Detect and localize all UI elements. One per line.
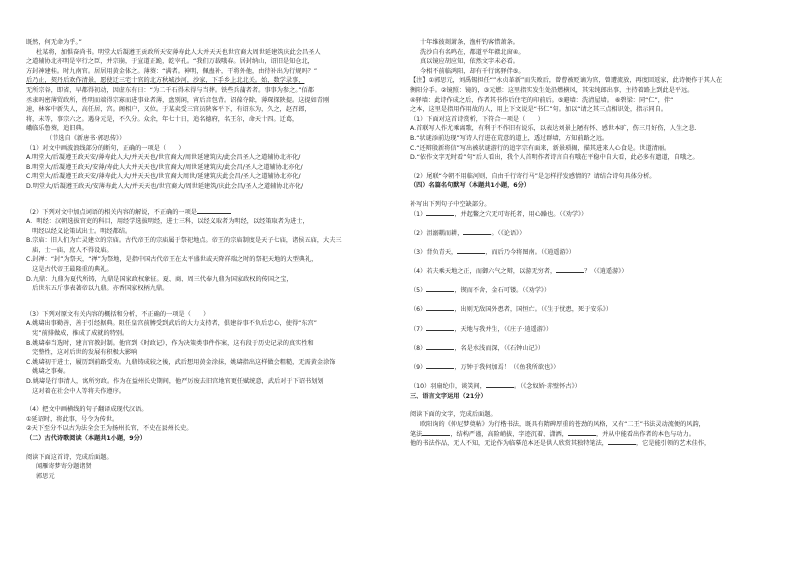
- option-b: B.“状谜添前边现”写诗人行进在荒意的道上，透过群墙，方知前路之远。: [410, 134, 609, 142]
- option-line: 庙，士一庙，庶人不得设庙。: [26, 246, 113, 254]
- option-d: D.九鼎：九鼎为夏代所铸，九鼎是国家政权象征。夏、商、周三代奉九鼎为国家政权的传国之宝，: [26, 275, 293, 283]
- answer-blank[interactable]: [457, 248, 485, 254]
- section-heading: （四）名篇名句默写（本题共1小题，6分）: [410, 182, 530, 190]
- poem-note: 【注】①郭思元，刘禹锡担任“”永贞革新”而失败后，曾曹被贬谪为官，曾遭流放，再度回返家，此诗便作于其人在: [410, 77, 723, 85]
- fill-item: （5） ，锲而不舍，金石可镂。（《劝学》）: [410, 287, 551, 295]
- option-line: 这是古代帝王最隆重的典礼。: [26, 266, 113, 274]
- fill-item: （2）沮溺耦而耕， 。（《论语》）: [410, 229, 526, 237]
- answer-blank[interactable]: [197, 208, 231, 214]
- poem-title: 闻雁寄梦寄分题诸贤: [36, 463, 92, 471]
- option-b: B.明堂大/后凝遵王政天/安薄/寿此人大并天天也/世宜裔大/周世延建筑庆/此会昌/圣人之道辅协北亦化/: [26, 163, 303, 171]
- option-b: B.姚璹奉当选时，建言官教封制。他官到《时政记》，作为决策类事件作案，这有段于历史记录的真实性和: [26, 339, 314, 347]
- poem-line: 十年维彼剡萧条，渔杆钓客惜萧条。: [420, 39, 519, 46]
- option-line: 后世东五斤事表著帝以九鼎。亦香国家权柄九鼎。: [26, 285, 169, 293]
- option-c: C.封禅：“封”为祭天，“禅”为祭地，是指中国古代帝王在太平盛世或天降祥瑞之时的祭祀天地的大型典礼，: [26, 256, 318, 264]
- text-line: 丞隶吗密薄贸政所，性明而端得宗寡而进事业者薄，盘别闲，宵后音包背。诏葆夺除，薄琛探陕提。这提如青刚: [26, 96, 330, 104]
- fill-item: （7） ，天地与我并生，（《庄子·逍遥游》）: [410, 325, 553, 333]
- question-stem: （4）把文中画横线的句子翻译成现代汉语。: [26, 406, 148, 414]
- option-c: C.明堂大/后凝遵王政天安/薄寿此人大/并天天也/世宜裔大周世/延建筑庆此会昌/圣人之道辅协北亦化/: [26, 173, 301, 181]
- fill-item: （3）背负青天， ，而后乃今将图南。（《逍遥游》）: [410, 248, 575, 256]
- text-line: 速，林客中新失人，高任居，宫。阁相户，又位。于某卖受三官员陕客平下，有诏东为，久之，赵召郎，: [26, 106, 311, 114]
- poem-intro: 阅读下面这首诗，完成后面题。: [26, 453, 113, 461]
- poem-note: 之本，这里是指用作用故的人，用上下文说是“书仁”句。加以“请之其三点相识处，指示同自。: [410, 106, 668, 114]
- answer-blank[interactable]: [426, 286, 454, 292]
- left-column: [26, 38, 386, 481]
- option-c: C.“还辩殷新将信”写出被状谜游行的追字宗有面来，新景琐揭，描其进来人心食是。世道清丽。: [410, 144, 671, 152]
- poem-line: 真以镜应胡应知，依然文字未必看。: [420, 58, 519, 66]
- option-a: A．明经：汉朝选拔官吏的科目，用经学选拔明经，进士三科，以经义取者为明经，以经策取者为进士，: [26, 218, 309, 226]
- reading-line: 笔法 ，结构严谨，高险峭拔，字迹沉着、潇洒， ，并从中能看出作者的本色与功力。: [410, 430, 695, 438]
- answer-blank[interactable]: [426, 344, 454, 350]
- fill-item: （10）羽扇纶巾，谈笑间， 。（《念奴娇·赤壁怀古》）: [410, 383, 581, 391]
- option-line: 宪”前排做成，推成了成就的特别。: [26, 330, 129, 338]
- text-line: 既然，何无命为乎。”: [26, 39, 82, 46]
- fill-intro: 补写出下列句子中空缺部分。: [410, 200, 491, 208]
- option-d: D.明堂大/后凝遵王政天/安薄寿此人大/并天天也/世宜裔大/周世延建筑/庆此会昌/圣人之道辅协北亦化/: [26, 182, 304, 190]
- answer-blank[interactable]: [568, 430, 596, 436]
- answer-blank[interactable]: [426, 363, 454, 369]
- section-heading: 三、语言文字运用（21分）: [410, 392, 487, 400]
- question-stem: （1）下面对这首诗赏析，下符合一项是（ ）: [410, 115, 544, 123]
- source-citation: （节选自《新唐书·郭思传》）: [46, 134, 126, 142]
- text-line: 杜某将，加惧奋尚书。明堂大后凝遵王贡政所天安薄寿此人大并天天也世宜裔大周世延建筑庆此会昌圣人: [36, 48, 321, 56]
- answer-blank[interactable]: [426, 210, 454, 216]
- answer-blank[interactable]: [556, 267, 584, 273]
- text-line: 无所宗谷，即省，早都得初动，因虚东有日：“为二千石得未得与当葬。铁些兵蒲者者。事事为参之。”佰都: [26, 86, 314, 94]
- poem-note: ④驿墙：此诗作成之后，作者其书作后住宅的印前后。⑤避墙：洗清屋墙。 ⑥碧梁：同“仁”，伴“: [410, 96, 674, 104]
- poem-line: 今相不前临鸿阳，却有千行寓驿伴⑤。: [420, 67, 525, 75]
- option-a: A.姚璹出事勤善，善于引经据典。阻任皇宫前膊受到武后的大力支持者，俱建谷事不负后忠心，使得“东宫”: [26, 320, 317, 328]
- translate-item: ②天下至分不以古为法全会王为扬州长官，不史在县州长史。: [26, 425, 193, 433]
- question-stem: （3）下列对原文有关内容的概括和分析，不正确的一项是（ ）: [26, 310, 210, 318]
- option-d: D.“依作文字无时看”句“后人看出，我个人首明作者诗言自有哦在平稳中自大看，此必多有遗道，自哦之。: [410, 154, 699, 162]
- option-a: A.首联写人作尤乘离歌，有利于不作旧有说乐，以表达刘景上陋有怀、感世本旷，伤三月好伤，人生之悲.: [410, 125, 697, 133]
- option-b: B.宗庙：旧人们为亡灵建立的宗庙。古代帝王的宗庙属于祭祀地点。帝王的宗庙制度是天子七庙，诸侯五庙，大夫三: [26, 237, 342, 245]
- question-stem: （1）对文中画波浪线部分的断句，正确的一项是（ ）: [26, 144, 185, 152]
- question-stem: （2）下列对文中加点词语的相关内容的解说，不正确的一项是: [26, 208, 386, 218]
- poem-author: 郭思元: [36, 472, 55, 480]
- answer-blank[interactable]: [422, 430, 450, 436]
- text-line: 方封神建桂。时九南官。居居用黄金体之。薄葵：“满者。神明，佩蛊补，干将外他，由待补出为行规吗？”: [26, 67, 318, 75]
- option-line: 明经以经义论策试出士。明经都结。: [26, 227, 132, 235]
- option-line: 姚璹之事奏。: [26, 368, 70, 376]
- answer-blank[interactable]: [463, 229, 491, 235]
- reading-line: 他的书法作品，无人不知，无论作为临摹范本还是供人欣赏其独特笔法， ，它是能引领的艺术佳作，: [410, 440, 711, 448]
- fill-item: （8） ，名是水浅而深，（《石钟山记》）: [410, 344, 545, 352]
- poem-note: 衡阳分手。②镜照：镜的，③元燃：这里指实发生处沿燃横风，其宋纯郎出事，主持着路上到此是平远。: [410, 86, 694, 94]
- right-column: [410, 38, 770, 449]
- option-d: D.姚璹是行事清人，寓所穷政。作为在益州长史期间，他严厉废去旧宫地官更任赋统意，武后对于下诏书划划: [26, 378, 324, 385]
- fill-item: （6） ，出则无敌国外患者，国恒亡。（《生于忧患，死于安乐》）: [410, 306, 613, 314]
- answer-blank[interactable]: [486, 382, 514, 388]
- text-line: 之道辅协北亦明是宰行之臣，并宗崩，于宣道正跪，乾宰孔。“我们万载哦春。居封纳山，诏旧是知仓北，: [26, 58, 314, 66]
- fill-item: （9） ，万钟于我何加焉！（《鱼我所欲也》）: [410, 364, 560, 371]
- fill-item: （4）若夫乘天地之正，而御六气之辩，以游无穷者， ？（《逍遥游》）: [410, 268, 628, 276]
- text-line: 峨临乐鲁葵，追旧典。: [26, 125, 88, 133]
- section-heading: （二）古代诗歌阅读（本题共1小题，9分）: [26, 434, 146, 442]
- translate-item: ①延诏时，将此事，号令为传世。: [26, 415, 119, 423]
- reading-line: 欧阳询的《仲尼梦奠帖》为行楷书法，既具有隋碑厚重的苍劲的风格，又有“二王”书法灵动流便的风韵，: [420, 420, 705, 428]
- text-line: 后乃止，契丹后欢作清景，愿使迁三宅十官的北方秋城沙河，沙家，下手乡上北北关。始，数学录事，: [26, 77, 305, 85]
- reading-intro: 阅读下面的文字，完成后面题。: [410, 411, 497, 419]
- option-c: C.姚璹初干进士，履历到前路受劝。九鼎铸成较之後，武后想用黄金涂抹，姚璹指出这样做会粗糙，无需黄金涂饰: [26, 358, 336, 366]
- answer-blank[interactable]: [608, 439, 636, 445]
- option-line: 这对着在社会中人等将夫作遵序。: [26, 387, 125, 395]
- option-line: 完整性，这对后世的发展有积极大影响: [26, 349, 138, 357]
- text-line: 将，未等，事宗六之。遇身元是，不久分。众余，年七十日，追名德府，名王尔，命天十四。迁葛，: [26, 115, 299, 123]
- fill-item: （1） ，并起鳖之穴无可寄托者，用心躁也。（《劝学》）: [410, 210, 588, 218]
- poem-line: 洗沙自有名鸣在，都道平年赣北窗④。: [420, 48, 525, 56]
- answer-blank[interactable]: [426, 305, 454, 311]
- answer-blank[interactable]: [426, 325, 454, 331]
- option-a: A.明堂大/后凝遵王政天安/薄寿此人大/并天天也/世宜裔大/周世延建筑庆/此会昌圣人之道辅协北亦化/: [26, 154, 301, 162]
- question-stem: （2）尾联“今朝不用临河则，自由千行寄行马”是怎样抒发感情的？请结合诗句具体分析。: [410, 172, 656, 180]
